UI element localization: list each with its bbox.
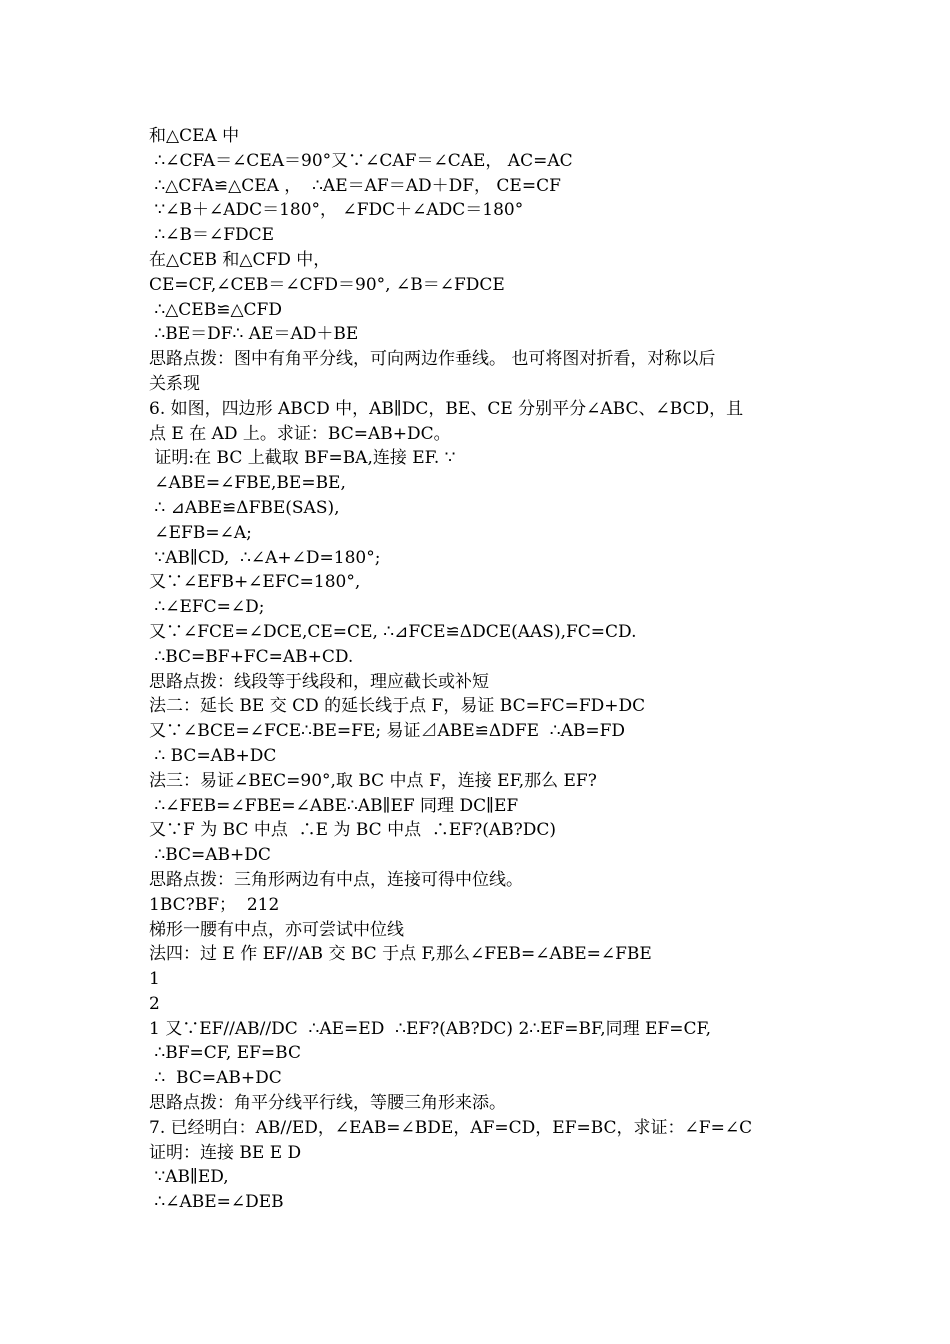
text-line: CE=CF,∠CEB＝∠CFD＝90°, ∠B＝∠FDCE xyxy=(149,274,505,295)
text-line: 点 E 在 AD 上。求证：BC=AB+DC。 xyxy=(149,423,451,444)
text-line: ∴ ⊿ABE≌ΔFBE(SAS), xyxy=(149,497,340,518)
text-line: 7. 已经明白：AB//ED，∠EAB=∠BDE，AF=CD，EF=BC，求证：∠F=∠C xyxy=(149,1117,753,1138)
text-line: 6. 如图，四边形 ABCD 中，AB∥DC，BE、CE 分别平分∠ABC、∠BCD，且 xyxy=(149,398,744,419)
text-line: ∴△CEB≌△CFD xyxy=(149,299,282,320)
text-line: ∴BE＝DF∴ AE＝AD＋BE xyxy=(149,324,359,345)
text-line: 又∵∠FCE=∠DCE,CE=CE, ∴⊿FCE≌ΔDCE(AAS),FC=CD. xyxy=(149,621,637,642)
text-line: 证明：连接 BE E D xyxy=(149,1142,302,1163)
text-line: ∴BC=AB+DC xyxy=(149,845,271,866)
text-line: ∴ BC=AB+DC xyxy=(149,745,277,766)
text-line: 证明:在 BC 上截取 BF=BA,连接 EF. ∵ xyxy=(149,448,456,469)
text-line: 和△CEA 中 xyxy=(149,126,240,146)
text-line: 思路点拨：三角形两边有中点，连接可得中位线。 xyxy=(149,869,523,890)
text-line: ∴ BC=AB+DC xyxy=(149,1068,282,1089)
text-line: 法四：过 E 作 EF//AB 交 BC 于点 F,那么∠FEB=∠ABE=∠FBE xyxy=(149,944,652,965)
text-line: ∵∠B＋∠ADC＝180°， ∠FDC＋∠ADC＝180° xyxy=(149,200,524,221)
text-line: 又∵∠EFB+∠EFC=180°, xyxy=(149,572,361,593)
text-line: 梯形一腰有中点，亦可尝试中位线 xyxy=(149,919,404,940)
text-line: 又∵∠BCE=∠FCE∴BE=FE; 易证⊿ABE≌ΔDFE ∴AB=FD xyxy=(149,721,626,742)
text-line: ∠EFB=∠A; xyxy=(149,522,252,543)
text-line: ∴BF=CF, EF=BC xyxy=(149,1043,301,1064)
text-line: ∴△CFA≌△CEA ， ∴AE＝AF＝AD＋DF， CE=CF xyxy=(149,175,561,196)
text-line: ∵AB∥CD, ∴∠A+∠D=180°; xyxy=(149,547,381,568)
text-line: 法三：易证∠BEC=90°,取 BC 中点 F，连接 EF,那么 EF? xyxy=(149,770,597,791)
text-line: ∠ABE=∠FBE,BE=BE, xyxy=(149,473,346,494)
text-line: ∴∠B＝∠FDCE xyxy=(149,225,275,246)
text-line: ∵AB∥ED, xyxy=(149,1167,229,1188)
text-line: 法二：延长 BE 交 CD 的延长线于点 F，易证 BC=FC=FD+DC xyxy=(149,696,646,717)
document-body xyxy=(149,124,829,1215)
text-line: 在△CEB 和△CFD 中， xyxy=(149,249,331,270)
text-line: 思路点拨：图中有角平分线，可向两边作垂线。 也可将图对折看，对称以后 xyxy=(149,349,716,370)
text-line: 思路点拨：线段等于线段和，理应截长或补短 xyxy=(149,671,489,692)
text-line: 2 xyxy=(149,993,160,1014)
text-line: 1 xyxy=(149,969,160,990)
text-line: 思路点拨：角平分线平行线，等腰三角形来添。 xyxy=(149,1093,506,1114)
text-line: ∴∠EFC=∠D; xyxy=(149,597,265,618)
text-line: 又∵F 为 BC 中点 ∴E 为 BC 中点 ∴EF?(AB?DC) xyxy=(149,820,556,841)
text-line: ∴∠CFA＝∠CEA＝90°又∵∠CAF＝∠CAE， AC=AC xyxy=(149,150,573,171)
text-line: 1BC?BF； 212 xyxy=(149,894,280,915)
text-line: ∴BC=BF+FC=AB+CD. xyxy=(149,646,354,667)
text-line: 关系现 xyxy=(149,373,200,394)
text-line: ∴∠FEB=∠FBE=∠ABE∴AB∥EF 同理 DC∥EF xyxy=(149,795,519,816)
text-line: 1 又∵EF//AB//DC ∴AE=ED ∴EF?(AB?DC) 2∴EF=BF,同理 EF=CF, xyxy=(149,1018,712,1039)
text-line: ∴∠ABE=∠DEB xyxy=(149,1192,284,1213)
